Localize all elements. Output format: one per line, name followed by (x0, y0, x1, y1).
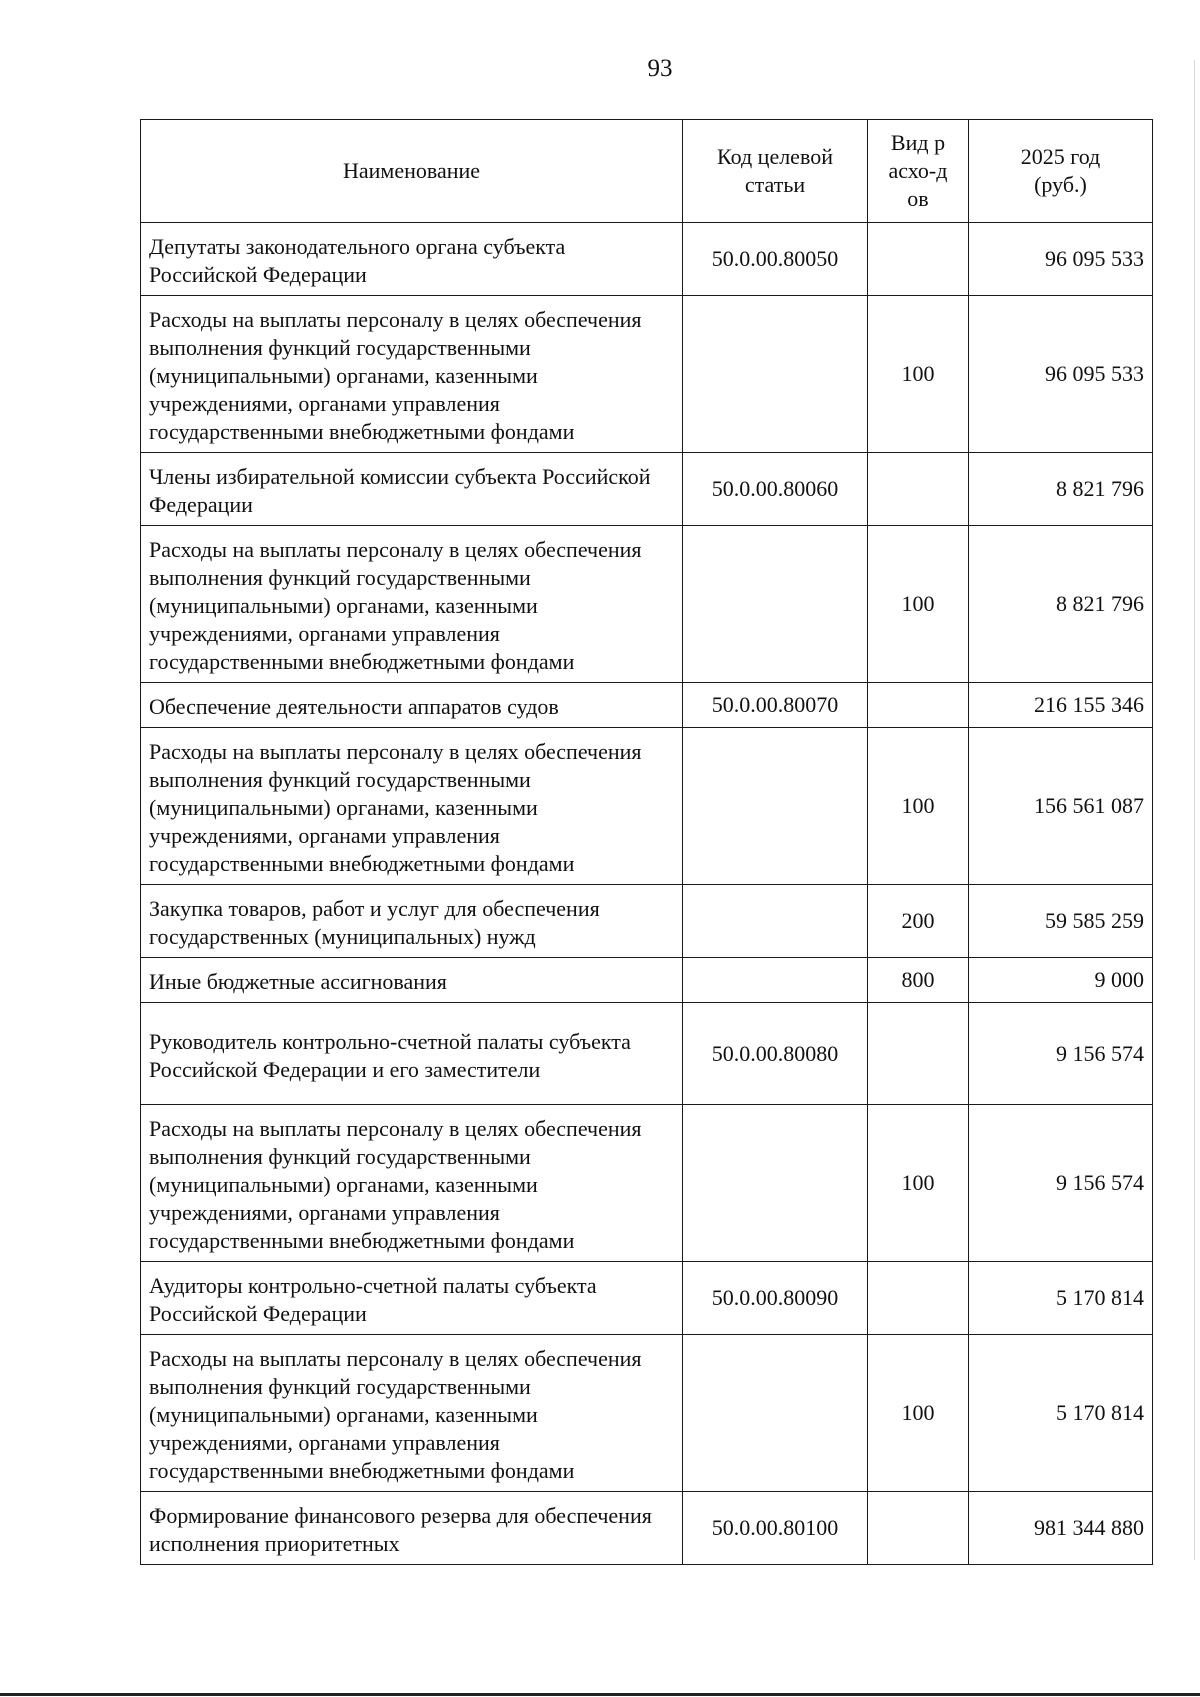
row-sum: 8 821 796 (969, 453, 1153, 526)
row-name: Расходы на выплаты персоналу в целях обеспечения выполнения функций государственными (муниципальными) органами, казенными учреждениями, органами управления государственными внебюджетными фондами (141, 526, 683, 683)
row-name: Члены избирательной комиссии субъекта Российской Федерации (141, 453, 683, 526)
row-sum: 9 156 574 (969, 1003, 1153, 1105)
budget-table (140, 119, 1153, 1565)
row-kind (868, 1492, 969, 1565)
row-sum: 59 585 259 (969, 885, 1153, 958)
row-kind: 100 (868, 1335, 969, 1492)
row-code (683, 728, 868, 885)
row-kind (868, 683, 969, 728)
row-name: Расходы на выплаты персоналу в целях обеспечения выполнения функций государственными (муниципальными) органами, казенными учреждениями, органами управления государственными внебюджетными фондами (141, 728, 683, 885)
row-name: Депутаты законодательного органа субъекта Российской Федерации (141, 223, 683, 296)
header-kind-label: Вид расхо-дов (888, 130, 948, 211)
row-code: 50.0.00.80070 (683, 683, 868, 728)
row-name: Руководитель контрольно-счетной палаты субъекта Российской Федерации и его заместители (141, 1003, 683, 1105)
table-row (141, 526, 1153, 683)
row-sum: 96 095 533 (969, 223, 1153, 296)
row-sum: 8 821 796 (969, 526, 1153, 683)
row-sum: 981 344 880 (969, 1492, 1153, 1565)
header-name: Наименование (141, 120, 683, 223)
row-kind: 200 (868, 885, 969, 958)
table-row (141, 1003, 1153, 1105)
row-kind: 100 (868, 1105, 969, 1262)
row-code (683, 1105, 868, 1262)
budget-table-container (140, 119, 1152, 1565)
row-code: 50.0.00.80100 (683, 1492, 868, 1565)
table-row (141, 223, 1153, 296)
row-code (683, 1335, 868, 1492)
table-row (141, 683, 1153, 728)
row-kind: 100 (868, 296, 969, 453)
header-kind (868, 120, 969, 223)
row-name: Закупка товаров, работ и услуг для обеспечения государственных (муниципальных) нужд (141, 885, 683, 958)
header-sum (969, 120, 1153, 223)
scan-edge-line (1194, 60, 1195, 1560)
table-row (141, 1335, 1153, 1492)
table-row (141, 728, 1153, 885)
row-kind (868, 1003, 969, 1105)
row-name: Аудиторы контрольно-счетной палаты субъекта Российской Федерации (141, 1262, 683, 1335)
row-name: Расходы на выплаты персоналу в целях обеспечения выполнения функций государственными (муниципальными) органами, казенными учреждениями, органами управления государственными внебюджетными фондами (141, 296, 683, 453)
row-name: Расходы на выплаты персоналу в целях обеспечения выполнения функций государственными (муниципальными) органами, казенными учреждениями, органами управления государственными внебюджетными фондами (141, 1105, 683, 1262)
table-row (141, 1105, 1153, 1262)
row-code: 50.0.00.80060 (683, 453, 868, 526)
table-header-row (141, 120, 1153, 223)
row-code: 50.0.00.80050 (683, 223, 868, 296)
row-name: Расходы на выплаты персоналу в целях обеспечения выполнения функций государственными (муниципальными) органами, казенными учреждениями, органами управления государственными внебюджетными фондами (141, 1335, 683, 1492)
row-code: 50.0.00.80090 (683, 1262, 868, 1335)
row-kind: 800 (868, 958, 969, 1003)
header-code-label: Код целевой статьи (717, 144, 833, 197)
row-kind (868, 223, 969, 296)
row-name: Формирование финансового резерва для обеспечения исполнения приоритетных (141, 1492, 683, 1565)
row-code (683, 526, 868, 683)
table-row (141, 453, 1153, 526)
row-code: 50.0.00.80080 (683, 1003, 868, 1105)
row-sum: 9 000 (969, 958, 1153, 1003)
row-kind (868, 1262, 969, 1335)
table-row (141, 1492, 1153, 1565)
row-sum: 9 156 574 (969, 1105, 1153, 1262)
row-kind (868, 453, 969, 526)
row-kind: 100 (868, 728, 969, 885)
header-code (683, 120, 868, 223)
row-code (683, 958, 868, 1003)
row-code (683, 885, 868, 958)
row-sum: 96 095 533 (969, 296, 1153, 453)
table-row (141, 296, 1153, 453)
scan-bottom-rule (0, 1693, 1200, 1696)
table-row (141, 1262, 1153, 1335)
row-sum: 156 561 087 (969, 728, 1153, 885)
row-name: Иные бюджетные ассигнования (141, 958, 683, 1003)
row-sum: 5 170 814 (969, 1262, 1153, 1335)
row-sum: 5 170 814 (969, 1335, 1153, 1492)
header-sum-label: 2025 год (руб.) (1020, 144, 1101, 197)
row-kind: 100 (868, 526, 969, 683)
row-name: Обеспечение деятельности аппаратов судов (141, 683, 683, 728)
table-row (141, 958, 1153, 1003)
table-row (141, 885, 1153, 958)
row-code (683, 296, 868, 453)
page-number: 93 (647, 55, 673, 82)
row-sum: 216 155 346 (969, 683, 1153, 728)
